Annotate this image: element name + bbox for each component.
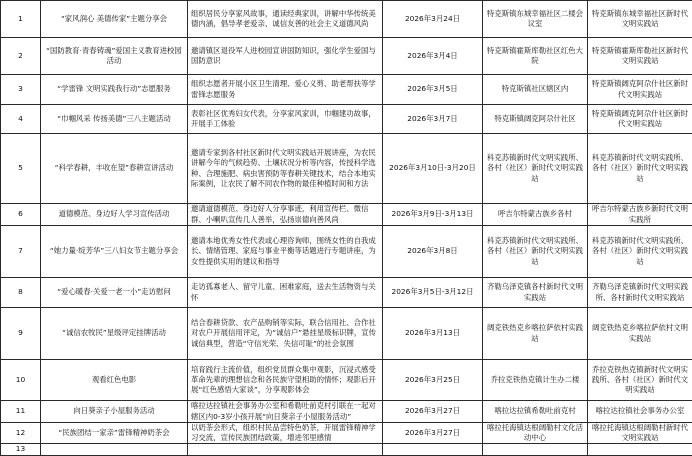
activity-content: 以奶茶会形式，组织村民品尝特色奶茶，开展雷锋精神学习交流，宣传民族团结政策，增进邻里感情 [188, 423, 383, 444]
activity-content [188, 444, 383, 455]
activity-name [41, 444, 188, 455]
activity-name: “巾帼风采 传扬美德”三八主题活动 [41, 105, 188, 134]
row-number: 12 [1, 423, 41, 444]
row-number: 3 [1, 75, 41, 105]
activity-name: “诚信农牧民”星级评定挂牌活动 [41, 308, 188, 360]
activity-time [383, 444, 483, 455]
activity-place: 齐勒乌泽克镇各村新时代文明实践站 [483, 278, 588, 308]
organizer: 特克斯镇阔克阿尕什社区新时代文明实践站 [588, 105, 692, 134]
table-row [1, 226, 692, 278]
row-number: 8 [1, 278, 41, 308]
organizer: 齐勒乌泽克镇新时代文明实践所、各村新时代文明实践站 [588, 278, 692, 308]
activity-name: “家风润心 美德传家”主题分享会 [41, 1, 188, 38]
activity-time: 2026年3月5日-3月12日 [383, 278, 483, 308]
activity-name: “她力量·绽芳华”三八妇女节主题分享会 [41, 226, 188, 278]
activity-time: 2026年3月13日 [383, 308, 483, 360]
activity-content: 培育践行主流价值，组织党员群众集中观影，沉浸式感受革命先辈的理想信念和各民族守望相助的情怀；观影后开展“红色感悟大家谈”，分享观影体会 [188, 360, 383, 401]
table-row [1, 75, 692, 105]
activity-place: 喀拉托海镇达根阔勒村文化活动中心 [483, 423, 588, 444]
activity-place: 特克斯镇阔克阿尕什社区 [483, 105, 588, 134]
activity-name: “学雷锋 文明实践我行动”志愿服务 [41, 75, 188, 105]
organizer: 呼吉尔特蒙古族乡新时代文明实践所 [588, 204, 692, 226]
organizer: 喀拉托海镇达根阔勒村新时代文明实践站 [588, 423, 692, 444]
activity-content: 喀拉达拉镇社会事务办公室和希勒吐前克村引联在一起对辖区内0-3岁小孩开展“向日葵亲子小屋服务活动” [188, 401, 383, 423]
organizer: 阔克铁热克乡喀拉萨依村文明实践站 [588, 308, 692, 360]
activity-time: 2026年3月25日 [383, 360, 483, 401]
row-number: 10 [1, 360, 41, 401]
activity-name: “科学春耕，丰收在望”春耕宣讲活动 [41, 134, 188, 204]
activity-time: 2026年3月27日 [383, 401, 483, 423]
organizer [588, 444, 692, 455]
activity-time: 2026年3月9日-3月13日 [383, 204, 483, 226]
activity-time: 2026年3月24日 [383, 1, 483, 38]
activity-name: “民族团结一家亲”雷锋精神奶茶会 [41, 423, 188, 444]
organizer: 特克斯镇东城幸福社区新时代文明实践站 [588, 1, 692, 38]
table-row [1, 401, 692, 423]
organizer: 科克苏镇新时代文明实践所、各村（社区）新时代文明实践站 [588, 226, 692, 278]
activity-name: 向日葵亲子小屋服务活动 [41, 401, 188, 423]
organizer: 科克苏镇新时代文明实践所、各村（社区）新时代文明实践站 [588, 134, 692, 204]
activity-place: 特克斯镇社区辖区内 [483, 75, 588, 105]
activity-time: 2026年3月10日-3月20日 [383, 134, 483, 204]
activity-place: 阔克铁热克乡喀拉萨依村实践站 [483, 308, 588, 360]
organizer: 特克斯镇阔克阿尕什社区新时代文明实践站 [588, 75, 692, 105]
row-number: 2 [1, 38, 41, 75]
row-number: 4 [1, 105, 41, 134]
row-number: 13 [1, 444, 41, 455]
activity-time: 2026年3月27日 [383, 423, 483, 444]
activity-content: 结合春耕贷款、农产品购销等实际，联合信用社、合作社对农户开展信用评定，为“诚信户”悬挂星级标识牌，宣传诚信典型，营造“守信光荣、失信可耻”的社会氛围 [188, 308, 383, 360]
activity-content: 邀请道德模范、身边好人分享事迹，利用宣传栏、微信群、小喇叭宣传几人善举，弘扬崇德向善风尚 [188, 204, 383, 226]
activity-time: 2026年3月5日 [383, 75, 483, 105]
organizer: 喀拉达拉镇社会事务办公室 [588, 401, 692, 423]
table-row [1, 204, 692, 226]
activity-name: “爱心暖春·关爱一老一小”走访慰问 [41, 278, 188, 308]
activity-content: 走访孤寡老人、留守儿童、困难家庭，送去生活物资与关怀 [188, 278, 383, 308]
row-number: 9 [1, 308, 41, 360]
row-number: 7 [1, 226, 41, 278]
row-number: 11 [1, 401, 41, 423]
table-row [1, 444, 692, 455]
table-row [1, 308, 692, 360]
activity-place: 乔拉克铁热克镇计生办二楼 [483, 360, 588, 401]
activity-content: 组织居民分享家风故事，通读经典家训，讲解中华传统美德内涵，倡导孝老爱亲、诚信友善的社会主义道德风尚 [188, 1, 383, 38]
row-number: 5 [1, 134, 41, 204]
table-row [1, 278, 692, 308]
activity-time: 2026年3月4日 [383, 38, 483, 75]
activity-name: “国防教育·青春铸魂”爱国主义教育进校园活动 [41, 38, 188, 75]
activity-place: 特克斯镇东城幸福社区二楼会议室 [483, 1, 588, 38]
activity-content: 邀请镇区退役军人进校园宣讲国防知识，强化学生爱国与国防意识 [188, 38, 383, 75]
activity-time: 2026年3月8日 [383, 226, 483, 278]
table-row [1, 423, 692, 444]
activity-content: 邀请专家到各村社区新时代文明实践站开展讲座，为农民讲解今年的气候趋势、土壤状况分析等内容，传授科学选种、合理施肥、病虫害预防等春耕关键技术，结合本地实际案例，让农民了解不同农作物的最佳种植时间和方法 [188, 134, 383, 204]
table-row [1, 1, 692, 38]
activity-place: 科克苏镇新时代文明实践所、各村（社区）新时代文明实践站 [483, 226, 588, 278]
organizer: 特克斯镇霍斯库勒社区新时代文明实践站 [588, 38, 692, 75]
row-number: 6 [1, 204, 41, 226]
table-row [1, 105, 692, 134]
row-number: 1 [1, 1, 41, 38]
activity-name: 观看红色电影 [41, 360, 188, 401]
activity-place: 喀拉达拉镇希勒吐前克村 [483, 401, 588, 423]
table-row [1, 134, 692, 204]
activity-place [483, 444, 588, 455]
activity-name: 道德模范、身边好人学习宣传活动 [41, 204, 188, 226]
table-row [1, 360, 692, 401]
organizer: 乔拉克铁热克镇新时代文明实践所、各村（社区）新时代文明实践站 [588, 360, 692, 401]
activity-content: 组织志愿者开展小区卫生清理、爱心义剪、助老帮扶等学雷锋志愿服务 [188, 75, 383, 105]
activity-place: 呼吉尔特蒙古族乡各村 [483, 204, 588, 226]
activity-content: 表彰社区优秀妇女代表，分享家风家训，巾帼建功故事，开展手工体验 [188, 105, 383, 134]
table-row [1, 38, 692, 75]
activity-time: 2026年3月7日 [383, 105, 483, 134]
activity-place: 科克苏镇新时代文明实践所、各村（社区）新时代文明实践站 [483, 134, 588, 204]
activity-place: 特克斯镇霍斯库勒社区红色大院 [483, 38, 588, 75]
activity-content: 邀请本地优秀女性代表或心理咨询师，围绕女性的自我成长、情绪管理、家庭与事业平衡等话题进行专题讲座，为女性提供实用的建议和指导 [188, 226, 383, 278]
